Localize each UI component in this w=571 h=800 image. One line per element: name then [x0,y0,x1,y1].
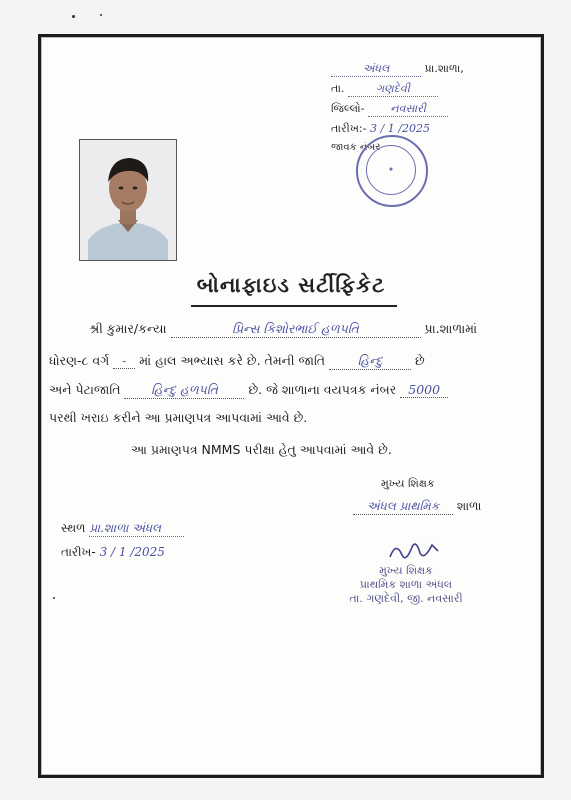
register-number: 5000 [400,382,448,398]
body-line-3 [49,382,533,399]
line1-suffix: પ્રા.શાળામાં [424,321,478,336]
school-name: અંધલ [331,62,421,77]
title-underline [191,305,397,307]
stamp-center: ✦ [366,145,416,195]
scan-speck [72,15,75,18]
certificate-page [38,34,544,778]
place-label: સ્થળ [61,521,86,535]
student-photo [79,139,177,261]
body-line-4: પરથી ખરાઇ કરીને આ પ્રમાણપત્ર આપવામાં આવે છે. [49,410,308,425]
signature-role: મુખ્ય શિક્ષક [381,477,435,490]
scan-speck [53,597,55,599]
taluka-label: તા. [331,82,345,95]
certificate-title: બોનાફાઇડ સર્ટીફિકેટ [196,273,386,297]
handwritten-signature [386,537,446,567]
date-value: 3 / 1 /2025 [370,122,430,135]
signature-school: અંધલ પ્રાથમિક [353,499,453,515]
date-label: તારીખ:- [331,122,367,135]
student-photo-image [80,140,176,260]
bottom-date-line [61,545,165,560]
signature-school-line [353,499,481,515]
bottom-date-value: 3 / 1 /2025 [99,545,165,559]
subcaste-value: હિન્દુ હળપતિ [124,382,244,399]
header-address [331,62,531,160]
school-suffix: પ્રા.શાળા, [424,62,464,75]
bottom-date-label: તારીખ- [61,545,96,559]
school-stamp [356,135,428,207]
district-label: જિલ્લો- [331,102,365,115]
line3-prefix: અને પેટાજાતિ [49,382,121,397]
line2-mid: માં હાલ અભ્યાસ કરે છે. તેમની જાતિ [139,353,326,368]
outward-label: જાવક નંબર [331,142,381,153]
body-line-2 [49,353,533,370]
line1-prefix: શ્રી કુમાર/કન્યા [89,321,167,336]
caste-value: હિન્દુ [329,353,411,370]
division-value: - [113,353,135,369]
place-value: પ્રા.શાળા અંધલ [89,521,184,537]
body-line-5: આ પ્રમાણપત્ર NMMS પરીક્ષા હેતુ આપવામાં આવે છે. [131,442,392,457]
student-name: પ્રિન્સ કિશોરભાઈ હળપતિ [171,321,421,338]
stamp-line-2: પ્રાથમિક શાળા અંધલ [359,578,453,591]
stamp-line-3: તા. ગણદેવી, જી. નવસારી [349,592,463,605]
district-value: નવસારી [368,102,448,117]
stamp-line-1: મુખ્ય શિક્ષક [379,564,433,577]
scan-speck [100,14,102,16]
line2-suffix: છે [415,353,425,368]
head-teacher-stamp [341,564,471,606]
place-line [61,521,184,537]
taluka-value: ગણદેવી [348,82,438,97]
signature-school-suffix: શાળા [456,499,482,513]
body-line-1 [89,321,533,338]
line2-prefix: ધોરણ-૮ વર્ગ [49,353,110,368]
line3-mid: છે. જે શાળાના વયપત્રક નંબર [248,382,397,397]
